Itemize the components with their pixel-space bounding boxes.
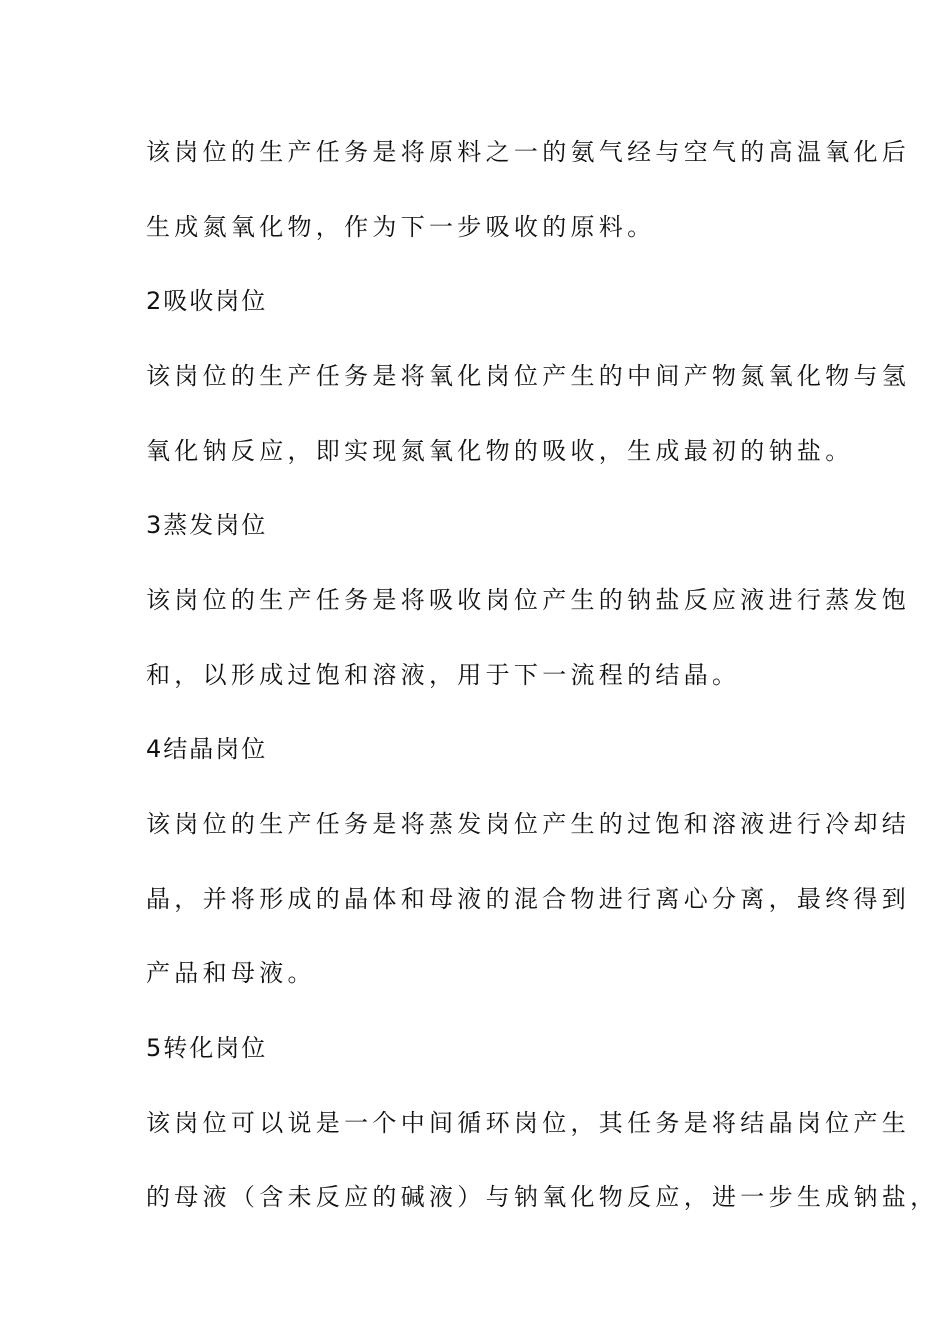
paragraph-line: 氧化钠反应，即实现氮氧化物的吸收，生成最初的钠盐。: [146, 437, 854, 465]
paragraph-line: 产品和母液。: [146, 959, 316, 987]
section-heading: 4结晶岗位: [146, 735, 268, 763]
section-heading: 2吸收岗位: [146, 287, 268, 315]
section-heading: 5转化岗位: [146, 1034, 268, 1062]
paragraph-line: 该岗位的生产任务是将氧化岗位产生的中间产物氮氧化物与氢: [146, 362, 911, 390]
paragraph-line: 和，以形成过饱和溶液，用于下一流程的结晶。: [146, 661, 741, 689]
paragraph-line: 该岗位的生产任务是将吸收岗位产生的钠盐反应液进行蒸发饱: [146, 586, 911, 614]
paragraph-line: 该岗位可以说是一个中间循环岗位，其任务是将结晶岗位产生: [146, 1109, 911, 1137]
paragraph-line: 该岗位的生产任务是将蒸发岗位产生的过饱和溶液进行冷却结: [146, 810, 911, 838]
paragraph-line: 该岗位的生产任务是将原料之一的氨气经与空气的高温氧化后: [146, 138, 911, 166]
paragraph-line: 晶，并将形成的晶体和母液的混合物进行离心分离，最终得到: [146, 885, 911, 913]
section-heading: 3蒸发岗位: [146, 511, 268, 539]
paragraph-line: 生成氮氧化物，作为下一步吸收的原料。: [146, 213, 656, 241]
paragraph-line: 的母液（含未反应的碱液）与钠氧化物反应，进一步生成钠盐，: [146, 1183, 939, 1211]
